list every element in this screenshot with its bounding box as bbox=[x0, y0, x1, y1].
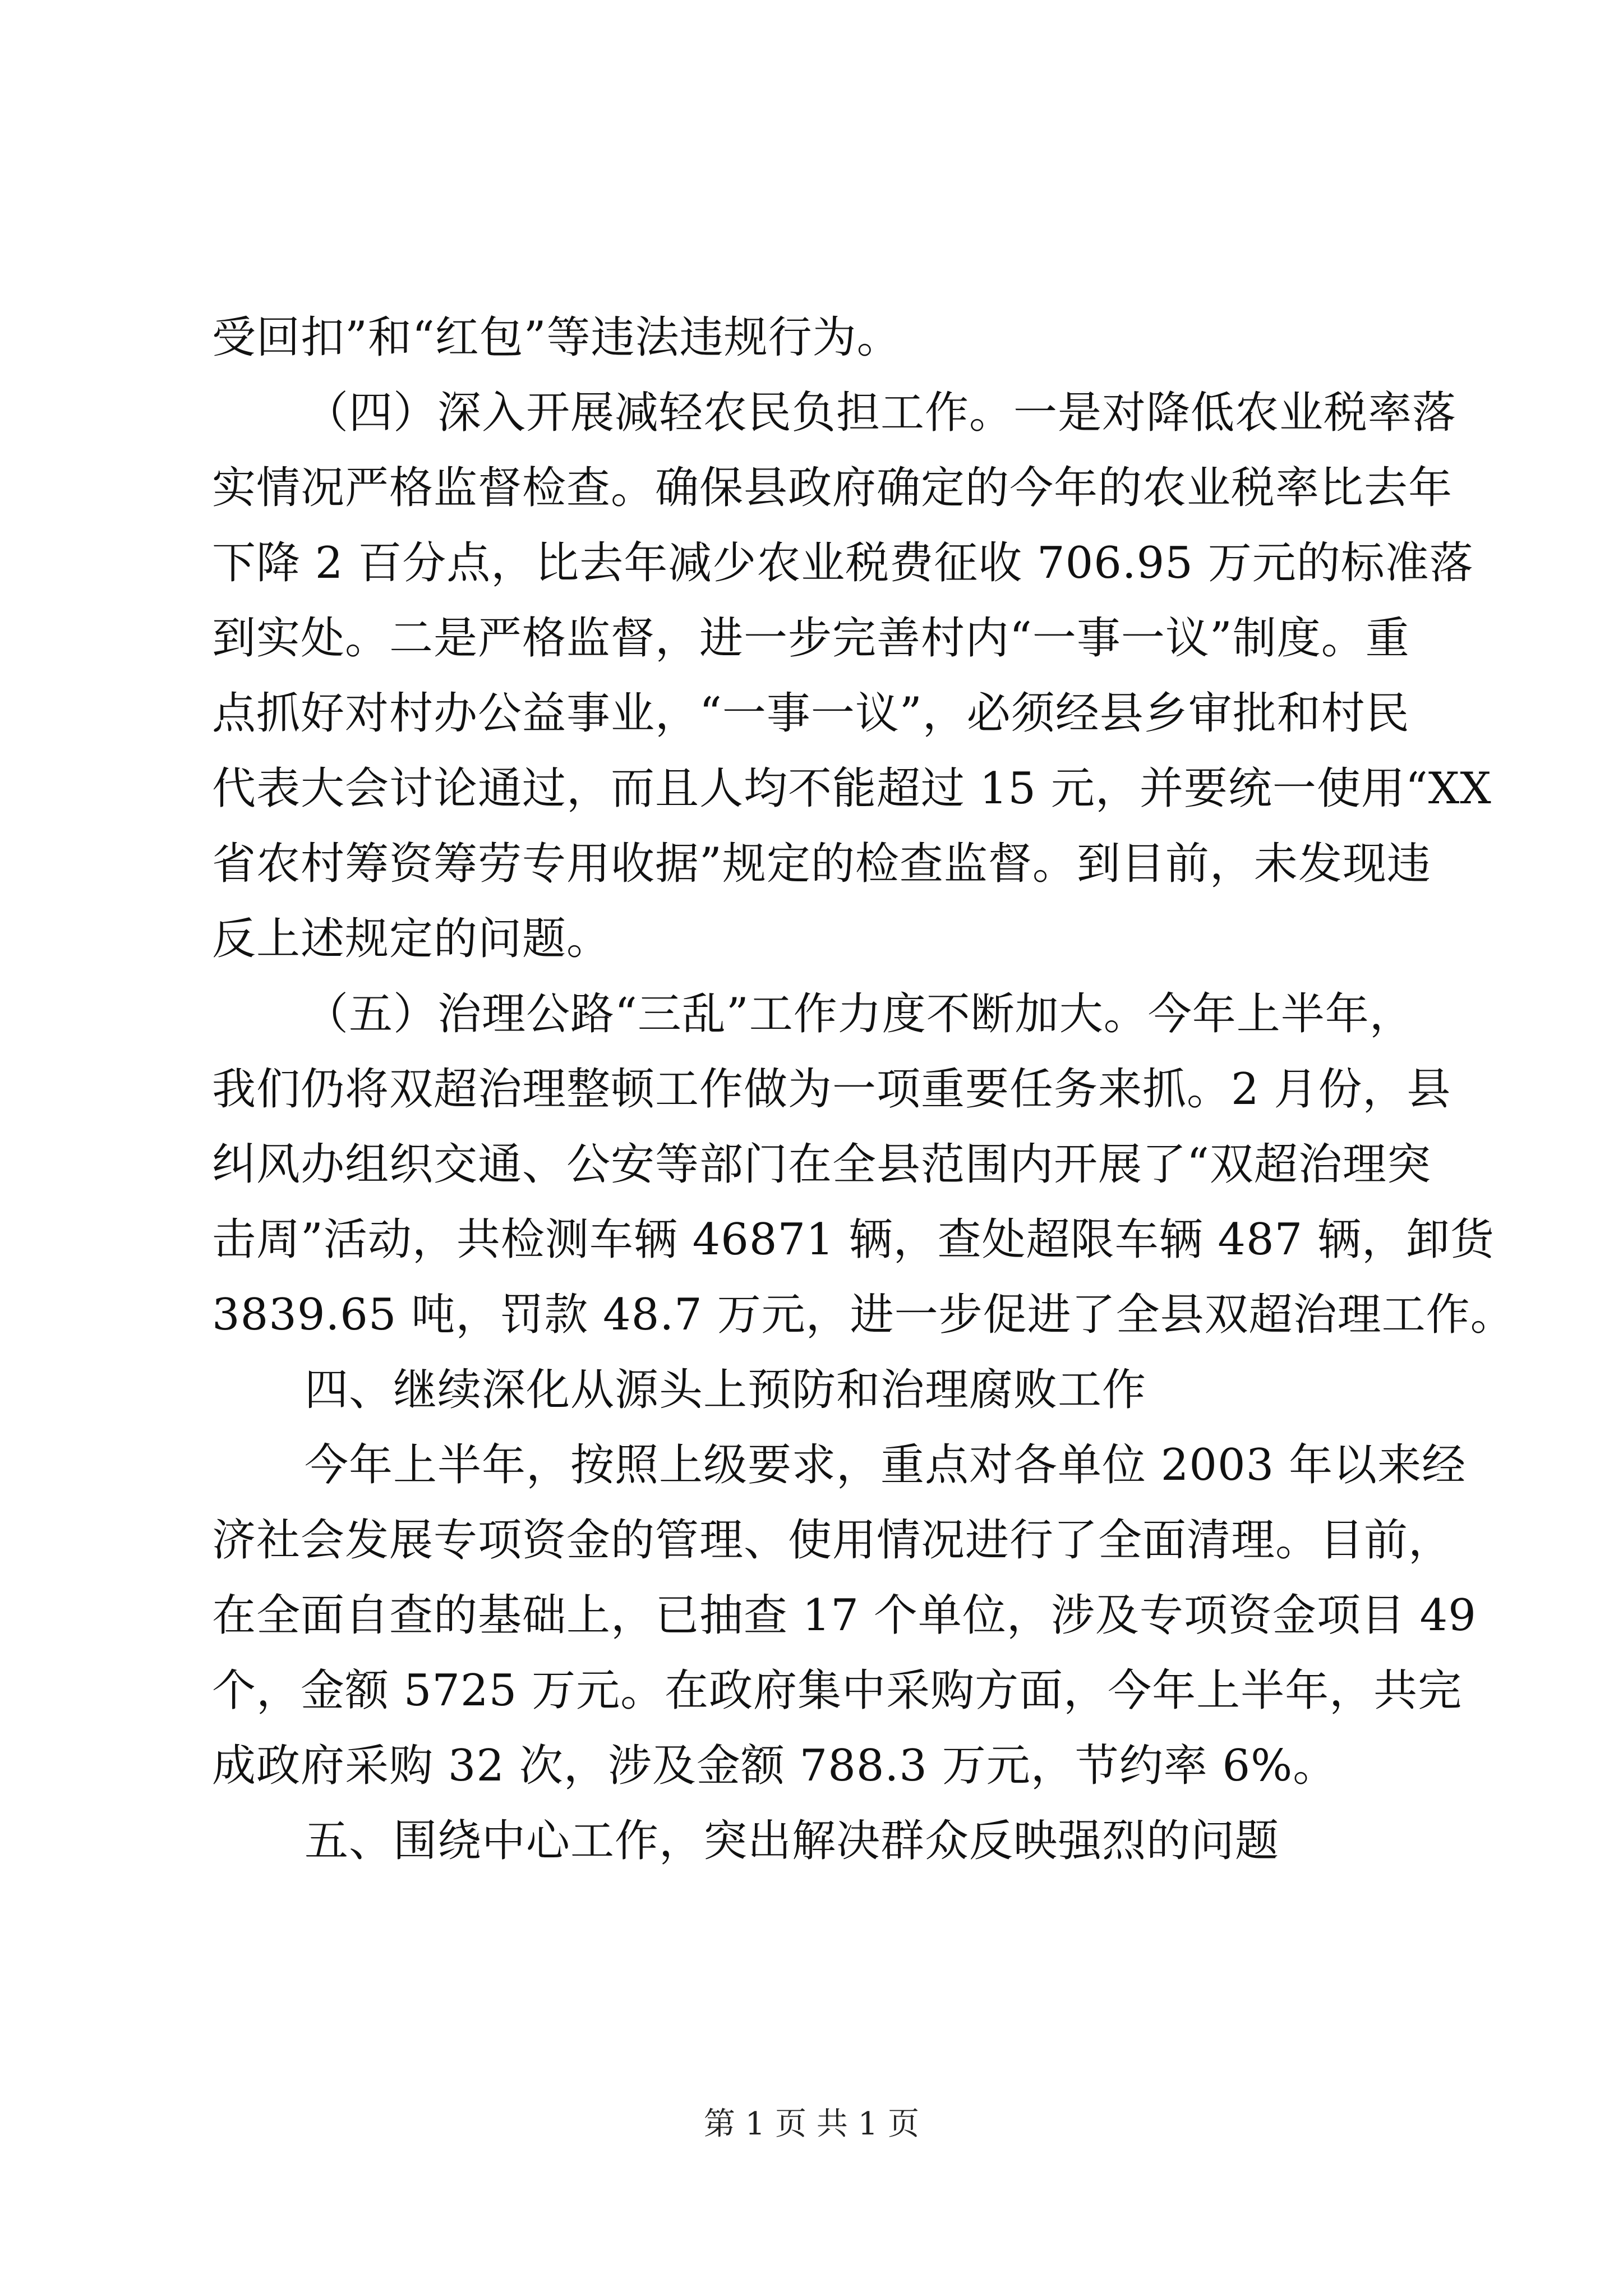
text-line: 到实处。二是严格监督，进一步完善村内“一事一议”制度。重 bbox=[212, 613, 1410, 664]
text-line: 下降 2 百分点，比去年减少农业税费征收 706.95 万元的标准落 bbox=[212, 538, 1474, 588]
text-line: （四）深入开展减轻农民负担工作。一是对降低农业税率落 bbox=[305, 388, 1457, 438]
text-line: 击周”活动，共检测车辆 46871 辆，查处超限车辆 487 辆，卸货 bbox=[212, 1214, 1495, 1265]
text-line: 今年上半年，按照上级要求，重点对各单位 2003 年以来经 bbox=[305, 1440, 1467, 1490]
text-line: 点抓好对村办公益事业，“一事一议”，必须经县乡审批和村民 bbox=[212, 688, 1410, 739]
text-line: 我们仍将双超治理整顿工作做为一项重要任务来抓。2 月份，县 bbox=[212, 1064, 1451, 1115]
text-line: 个，金额 5725 万元。在政府集中采购方面，今年上半年，共完 bbox=[212, 1665, 1463, 1716]
text-line: 实情况严格监督检查。确保县政府确定的今年的农业税率比去年 bbox=[212, 463, 1453, 513]
text-line: 济社会发展专项资金的管理、使用情况进行了全面清理。目前， bbox=[212, 1515, 1453, 1566]
page-footer: 第 1 页 共 1 页 bbox=[703, 2106, 920, 2142]
text-line: 代表大会讨论通过，而且人均不能超过 15 元，并要统一使用“XX bbox=[212, 763, 1492, 814]
text-line: 受回扣”和“红包”等违法违规行为。 bbox=[212, 312, 901, 363]
text-line: 3839.65 吨，罚款 48.7 万元，进一步促进了全县双超治理工作。 bbox=[212, 1290, 1515, 1340]
text-line: 在全面自查的基础上，已抽查 17 个单位，涉及专项资金项目 49 bbox=[212, 1590, 1477, 1641]
section-heading: 五、围绕中心工作，突出解决群众反映强烈的问题 bbox=[305, 1816, 1280, 1866]
text-line: 纠风办组织交通、公安等部门在全县范围内开展了“双超治理突 bbox=[212, 1139, 1431, 1190]
text-line: （五）治理公路“三乱”工作力度不断加大。今年上半年， bbox=[305, 989, 1414, 1039]
section-heading: 四、继续深化从源头上预防和治理腐败工作 bbox=[305, 1365, 1147, 1415]
text-line: 省农村筹资筹劳专用收据”规定的检查监督。到目前，未发现违 bbox=[212, 839, 1431, 889]
text-line: 成政府采购 32 次，涉及金额 788.3 万元，节约率 6%。 bbox=[212, 1741, 1338, 1791]
text-line: 反上述规定的问题。 bbox=[212, 914, 611, 964]
